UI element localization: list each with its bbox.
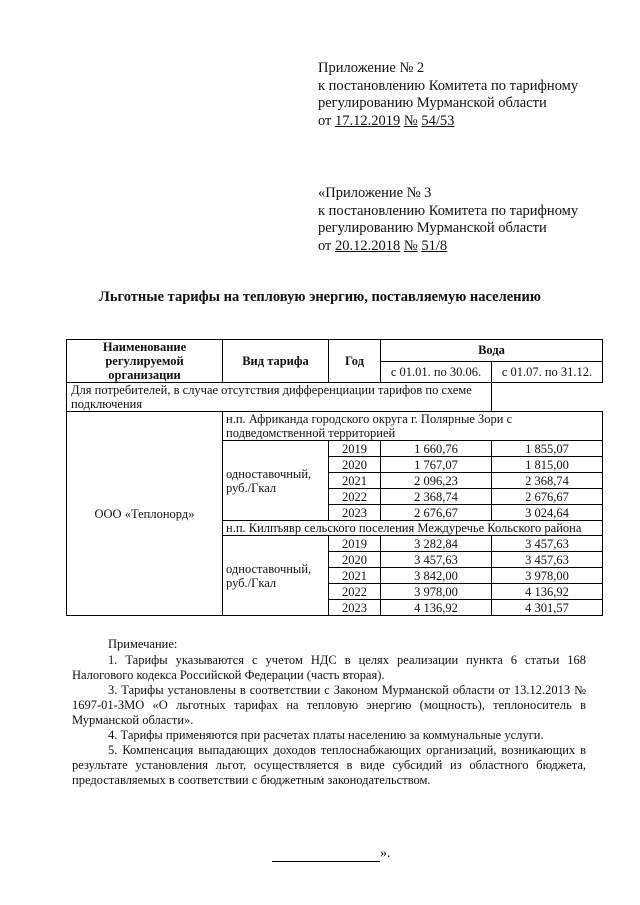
value-period-2: 2 368,74 [492, 473, 603, 489]
year-cell: 2019 [329, 536, 381, 552]
notes-section [72, 637, 586, 788]
value-period-1: 3 282,84 [381, 536, 492, 552]
appendix-3-no: № [403, 237, 418, 254]
appendix-3-title: «Приложение № 3 [318, 185, 432, 201]
consumers-note: Для потребителей, в случае отсутствия дифференциации тарифов по схеме подключения [67, 383, 492, 412]
value-period-2: 2 676,67 [492, 489, 603, 505]
consumers-note-row [67, 383, 603, 412]
header-water: Вода [381, 340, 603, 362]
header-row-1 [67, 340, 603, 362]
locality-name: н.п. Килпъявр сельского поселения Междуречье Кольского района [223, 521, 603, 536]
note-item: 3. Тарифы установлены в соответствии с Законом Мурманской области от 13.12.2013 № 1697-01-ЗМО «О льготных тарифах на тепловую энергию (мощность), теплоноситель в Мурманской области». [72, 683, 586, 727]
value-period-2: 3 978,00 [492, 568, 603, 584]
year-cell: 2022 [329, 584, 381, 600]
appendix-3-header [318, 185, 578, 255]
header-org: Наименование регулируемой организации [67, 340, 223, 383]
note-item: 4. Тарифы применяются при расчетах платы населению за коммунальные услуги. [108, 728, 544, 742]
appendix-3-number: 51/8 [421, 237, 448, 254]
year-cell: 2020 [329, 552, 381, 568]
header-period-2: с 01.07. по 31.12. [492, 361, 603, 383]
year-cell: 2023 [329, 600, 381, 616]
appendix-2-line2: к постановлению Комитета по тарифному [318, 77, 579, 94]
value-period-1: 1 660,76 [381, 441, 492, 457]
locality-row [67, 412, 603, 441]
year-cell: 2020 [329, 457, 381, 473]
appendix-3-line3: регулированию Мурманской области [318, 220, 547, 236]
value-period-1: 3 457,63 [381, 552, 492, 568]
appendix-2-header [318, 60, 578, 130]
signature-rule [272, 861, 380, 862]
appendix-2-no: № [403, 112, 418, 129]
value-period-2: 4 301,57 [492, 600, 603, 616]
header-period-1: с 01.01. по 30.06. [381, 361, 492, 383]
document-title: Льготные тарифы на тепловую энергию, поставляемую населению [99, 289, 541, 305]
value-period-2: 1 815,00 [492, 457, 603, 473]
value-period-2: 4 136,92 [492, 584, 603, 600]
appendix-2-from: от [318, 112, 332, 129]
value-period-2: 3 457,63 [492, 536, 603, 552]
year-cell: 2019 [329, 441, 381, 457]
year-cell: 2021 [329, 473, 381, 489]
value-period-1: 2 368,74 [381, 489, 492, 505]
note-item: 5. Компенсация выпадающих доходов теплоснабжающих организаций, возникающих в результате установления льгот, осуществляется в виде субсидий из областного бюджета, предоставляемых в соответствии с бюджетным законодательством. [72, 743, 586, 787]
value-period-1: 2 676,67 [381, 505, 492, 521]
value-period-2: 1 855,07 [492, 441, 603, 457]
appendix-3-from: от [318, 237, 332, 254]
value-period-1: 3 978,00 [381, 584, 492, 600]
appendix-2-date-line [318, 113, 578, 131]
appendix-3-line2: к постановлению Комитета по тарифному [318, 202, 579, 219]
locality-name: н.п. Африканда городского округа г. Полярные Зори с подведомственной территорией [223, 412, 603, 441]
appendix-2-date: 17.12.2019 [335, 112, 401, 129]
value-period-1: 4 136,92 [381, 600, 492, 616]
value-period-1: 3 842,00 [381, 568, 492, 584]
tariff-type-cell: одноставочный, руб./Гкал [223, 536, 329, 616]
organization-cell: ООО «Теплонорд» [67, 412, 223, 616]
value-period-2: 3 024,64 [492, 505, 603, 521]
value-period-1: 1 767,07 [381, 457, 492, 473]
value-period-1: 2 096,23 [381, 473, 492, 489]
value-period-2: 3 457,63 [492, 552, 603, 568]
note-item: 1. Тарифы указываются с учетом НДС в целях реализации пункта 6 статьи 168 Налогового кодекса Российской Федерации (часть вторая). [72, 653, 586, 682]
header-year: Год [329, 340, 381, 383]
year-cell: 2023 [329, 505, 381, 521]
appendix-2-line3: регулированию Мурманской области [318, 95, 547, 111]
year-cell: 2021 [329, 568, 381, 584]
tariff-table [66, 339, 603, 616]
notes-heading: Примечание: [108, 637, 178, 651]
appendix-3-date-line [318, 238, 578, 256]
closing-quote: ». [380, 846, 391, 861]
tariff-type-cell: одноставочный, руб./Гкал [223, 441, 329, 521]
year-cell: 2022 [329, 489, 381, 505]
closing-line [272, 846, 391, 862]
appendix-2-title: Приложение № 2 [318, 60, 425, 76]
appendix-2-number: 54/53 [421, 112, 455, 129]
appendix-3-date: 20.12.2018 [335, 237, 401, 254]
header-tariff-type: Вид тарифа [223, 340, 329, 383]
